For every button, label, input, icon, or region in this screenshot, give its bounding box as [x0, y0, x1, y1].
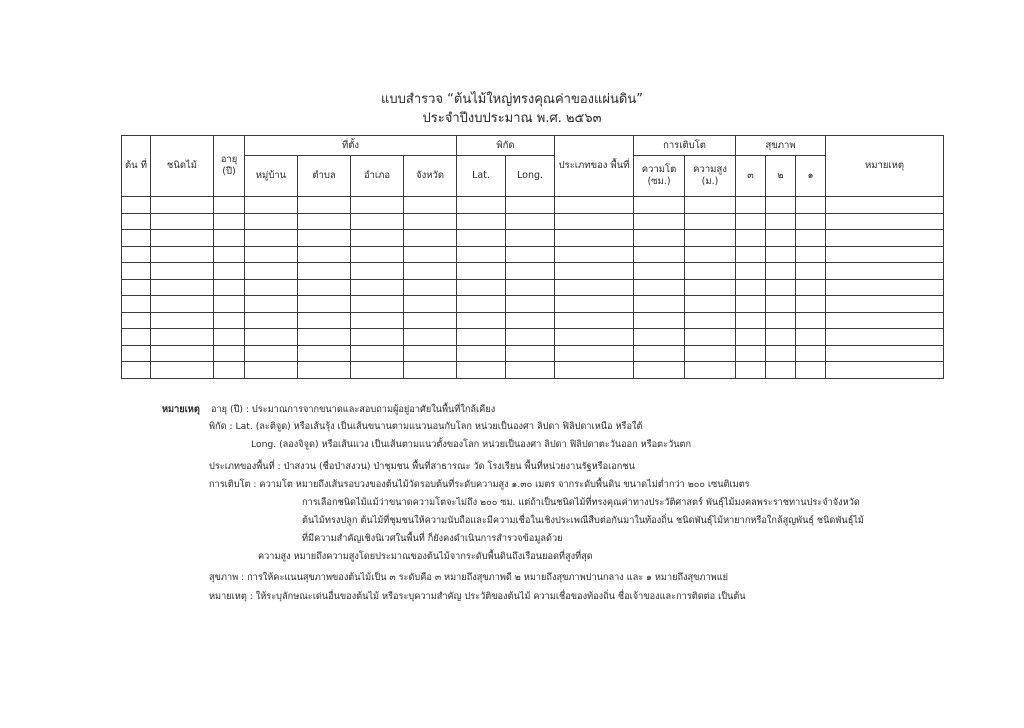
table-cell	[457, 296, 506, 313]
table-cell	[404, 362, 457, 379]
table-cell	[506, 296, 555, 313]
table-cell	[796, 263, 826, 280]
table-cell	[634, 345, 685, 362]
table-cell	[555, 279, 634, 296]
table-row	[122, 312, 944, 329]
table-cell	[766, 329, 796, 346]
table-row	[122, 362, 944, 379]
table-cell	[151, 312, 214, 329]
table-cell	[122, 345, 151, 362]
table-cell	[766, 345, 796, 362]
table-cell	[298, 279, 351, 296]
note-growth-3: ต้นไม้ทรงปลูก ต้นไม้ที่ชุมชนให้ความนับถือและมีความเชื่อในเชิงประเพณีสืบต่อกันมาในท้องถิ่น ชนิดพันธุ์ไม้หายากหรือใกล้สูญพันธุ์ ชนิดพันธุ์ไม้	[302, 515, 864, 526]
table-cell	[457, 345, 506, 362]
table-row	[122, 263, 944, 280]
table-row	[122, 246, 944, 263]
table-cell	[555, 246, 634, 263]
table-cell	[298, 213, 351, 230]
table-cell	[351, 362, 404, 379]
table-cell	[826, 362, 944, 379]
table-cell	[245, 362, 298, 379]
table-cell	[298, 362, 351, 379]
table-cell	[826, 296, 944, 313]
group-coords: พิกัด	[457, 136, 555, 156]
table-cell	[685, 362, 736, 379]
table-cell	[298, 345, 351, 362]
table-row	[122, 296, 944, 313]
table-cell	[555, 312, 634, 329]
table-cell	[351, 345, 404, 362]
table-cell	[122, 263, 151, 280]
col-village: หมู่บ้าน	[245, 156, 298, 197]
table-cell	[151, 296, 214, 313]
table-cell	[685, 263, 736, 280]
table-cell	[826, 345, 944, 362]
col-district: อำเภอ	[351, 156, 404, 197]
table-cell	[151, 362, 214, 379]
table-cell	[634, 213, 685, 230]
table-cell	[351, 279, 404, 296]
table-cell	[404, 279, 457, 296]
table-cell	[736, 279, 766, 296]
table-cell	[796, 279, 826, 296]
table-cell	[122, 197, 151, 214]
table-cell	[245, 213, 298, 230]
table-cell	[214, 197, 245, 214]
table-cell	[736, 197, 766, 214]
table-cell	[151, 329, 214, 346]
table-cell	[245, 197, 298, 214]
table-cell	[736, 362, 766, 379]
table-cell	[634, 312, 685, 329]
table-cell	[214, 230, 245, 247]
table-cell	[796, 312, 826, 329]
col-long: Long.	[506, 156, 555, 197]
table-cell	[351, 312, 404, 329]
table-cell	[404, 263, 457, 280]
table-cell	[214, 279, 245, 296]
table-cell	[796, 246, 826, 263]
table-cell	[151, 213, 214, 230]
table-cell	[736, 312, 766, 329]
form-title-line1: แบบสำรวจ “ต้นไม้ใหญ่ทรงคุณค่าของแผ่นดิน”	[381, 92, 643, 107]
table-cell	[506, 263, 555, 280]
table-cell	[351, 230, 404, 247]
table-cell	[404, 230, 457, 247]
table-cell	[404, 213, 457, 230]
table-cell	[214, 246, 245, 263]
table-row	[122, 213, 944, 230]
table-cell	[796, 197, 826, 214]
table-cell	[685, 246, 736, 263]
table-cell	[457, 197, 506, 214]
table-cell	[351, 296, 404, 313]
table-cell	[151, 246, 214, 263]
col-health-2: ๒	[766, 156, 796, 197]
table-cell	[506, 213, 555, 230]
table-cell	[736, 230, 766, 247]
table-cell	[122, 230, 151, 247]
survey-table	[121, 135, 944, 379]
table-cell	[736, 263, 766, 280]
table-cell	[151, 230, 214, 247]
table-cell	[457, 312, 506, 329]
table-cell	[457, 230, 506, 247]
table-cell	[826, 230, 944, 247]
table-cell	[685, 230, 736, 247]
table-cell	[457, 329, 506, 346]
table-cell	[298, 312, 351, 329]
table-cell	[736, 329, 766, 346]
col-province: จังหวัด	[404, 156, 457, 197]
note-growth-2: การเลือกชนิดไม้แม้ว่าขนาดความโตจะไม่ถึง ๒๐๐ ซม. แต่ถ้าเป็นชนิดไม้ที่ทรงคุณค่าทางประวัติศาสตร์ พันธุ์ไม้มงคลพระราชทานประจำจังหวัด	[302, 497, 860, 508]
table-cell	[506, 279, 555, 296]
table-cell	[555, 296, 634, 313]
table-cell	[404, 329, 457, 346]
table-cell	[796, 362, 826, 379]
table-cell	[634, 362, 685, 379]
table-cell	[404, 345, 457, 362]
table-cell	[685, 329, 736, 346]
table-row	[122, 279, 944, 296]
note-height: ความสูง หมายถึงความสูงโดยประมาณของต้นไม้จากระดับพื้นดินถึงเรือนยอดที่สูงที่สุด	[258, 551, 593, 562]
table-cell	[298, 296, 351, 313]
table-cell	[736, 246, 766, 263]
table-cell	[555, 263, 634, 280]
table-cell	[555, 362, 634, 379]
table-cell	[404, 246, 457, 263]
table-cell	[506, 230, 555, 247]
group-location: ที่ตั้ง	[245, 136, 457, 156]
table-cell	[826, 263, 944, 280]
table-cell	[766, 213, 796, 230]
table-cell	[796, 345, 826, 362]
table-cell	[555, 345, 634, 362]
table-cell	[634, 279, 685, 296]
col-girth: ความโต (ซม.)	[634, 156, 685, 197]
table-cell	[214, 329, 245, 346]
table-cell	[245, 312, 298, 329]
col-remarks: หมายเหตุ	[826, 136, 944, 197]
table-cell	[404, 296, 457, 313]
table-cell	[766, 230, 796, 247]
table-cell	[122, 246, 151, 263]
table-cell	[555, 213, 634, 230]
table-cell	[245, 263, 298, 280]
table-cell	[826, 329, 944, 346]
col-health-3: ๓	[736, 156, 766, 197]
table-cell	[214, 362, 245, 379]
table-cell	[151, 197, 214, 214]
table-cell	[214, 213, 245, 230]
table-cell	[151, 345, 214, 362]
col-species: ชนิดไม้	[151, 136, 214, 197]
table-cell	[736, 296, 766, 313]
table-cell	[214, 263, 245, 280]
note-coords-lat: พิกัด : Lat. (ละติจูด) หรือเส้นรุ้ง เป็นเส้นขนานตามแนวนอนกับโลก หน่วยเป็นองศา ลิปดา ฟิลิปดาเหนือ หรือใต้	[209, 421, 643, 432]
table-cell	[506, 246, 555, 263]
note-health: สุขภาพ : การให้คะแนนสุขภาพของต้นไม้เป็น ๓ ระดับคือ ๓ หมายถึงสุขภาพดี ๒ หมายถึงสุขภาพปานกลาง และ ๑ หมายถึงสุขภาพแย่	[209, 572, 728, 583]
table-cell	[457, 213, 506, 230]
col-tree-no: ต้น ที่	[122, 136, 151, 197]
table-cell	[685, 312, 736, 329]
table-cell	[634, 263, 685, 280]
table-cell	[555, 230, 634, 247]
table-cell	[245, 296, 298, 313]
table-cell	[457, 279, 506, 296]
table-cell	[351, 263, 404, 280]
table-cell	[766, 296, 796, 313]
table-cell	[634, 197, 685, 214]
table-cell	[766, 263, 796, 280]
table-cell	[457, 263, 506, 280]
note-growth-4: ที่มีความสำคัญเชิงนิเวศในพื้นที่ ก็ยังคงดำเนินการสำรวจข้อมูลด้วย	[302, 533, 563, 544]
table-cell	[634, 329, 685, 346]
table-cell	[506, 329, 555, 346]
table-cell	[298, 197, 351, 214]
survey-table-body	[122, 197, 944, 379]
form-title	[0, 90, 1024, 128]
col-health-1: ๑	[796, 156, 826, 197]
table-row	[122, 329, 944, 346]
table-cell	[298, 230, 351, 247]
note-area-type: ประเภทของพื้นที่ : ป่าสงวน (ชื่อป่าสงวน) ป่าชุมชน พื้นที่สาธารณะ วัด โรงเรียน พื้นที่หน่วยงานรัฐหรือเอกชน	[209, 461, 635, 472]
col-area-type: ประเภทของ พื้นที่	[555, 136, 634, 197]
table-cell	[351, 197, 404, 214]
table-cell	[298, 263, 351, 280]
table-cell	[826, 246, 944, 263]
table-cell	[298, 329, 351, 346]
table-cell	[555, 197, 634, 214]
table-cell	[634, 296, 685, 313]
col-subdistrict: ตำบล	[298, 156, 351, 197]
table-cell	[506, 362, 555, 379]
table-cell	[766, 197, 796, 214]
note-coords-long: Long. (ลองจิจูด) หรือเส้นแวง เป็นเส้นตามแนวตั้งของโลก หน่วยเป็นองศา ลิปดา ฟิลิปดาตะวันออก หรือตะวันตก	[251, 439, 692, 450]
note-growth-1: การเติบโต : ความโต หมายถึงเส้นรอบวงของต้นไม้วัดรอบต้นที่ระดับความสูง ๑.๓๐ เมตร จากระดับพื้นดิน ขนาดไม่ต่ำกว่า ๒๐๐ เซนติเมตร	[209, 479, 750, 490]
col-height: ความสูง (ม.)	[685, 156, 736, 197]
table-cell	[457, 362, 506, 379]
table-cell	[245, 279, 298, 296]
table-cell	[122, 296, 151, 313]
table-cell	[404, 312, 457, 329]
table-cell	[214, 312, 245, 329]
table-cell	[214, 296, 245, 313]
table-cell	[122, 312, 151, 329]
table-cell	[796, 230, 826, 247]
table-cell	[122, 213, 151, 230]
table-cell	[351, 329, 404, 346]
table-cell	[826, 279, 944, 296]
table-cell	[555, 329, 634, 346]
table-cell	[766, 312, 796, 329]
table-cell	[826, 312, 944, 329]
table-row	[122, 230, 944, 247]
col-age: อายุ (ปี)	[214, 136, 245, 197]
table-cell	[151, 263, 214, 280]
table-cell	[685, 213, 736, 230]
table-cell	[245, 230, 298, 247]
table-cell	[766, 246, 796, 263]
table-cell	[122, 362, 151, 379]
table-cell	[685, 197, 736, 214]
table-cell	[506, 345, 555, 362]
table-cell	[122, 279, 151, 296]
note-remarks: หมายเหตุ : ให้ระบุลักษณะเด่นอื่นของต้นไม้ หรือระบุความสำคัญ ประวัติของต้นไม้ ความเชื่อของท้องถิ่น ชื่อเจ้าของและการติดต่อ เป็นต้น	[209, 591, 746, 602]
table-cell	[506, 197, 555, 214]
table-cell	[245, 345, 298, 362]
table-cell	[506, 312, 555, 329]
col-lat: Lat.	[457, 156, 506, 197]
table-cell	[214, 345, 245, 362]
table-cell	[685, 345, 736, 362]
table-cell	[298, 246, 351, 263]
table-cell	[245, 329, 298, 346]
table-cell	[685, 279, 736, 296]
table-cell	[151, 279, 214, 296]
table-cell	[634, 230, 685, 247]
table-cell	[796, 213, 826, 230]
table-cell	[736, 345, 766, 362]
table-cell	[826, 197, 944, 214]
table-cell	[122, 329, 151, 346]
note-age: อายุ (ปี) : ประมาณการจากขนาดและสอบถามผู้อยู่อาศัยในพื้นที่ใกล้เคียง	[211, 404, 496, 415]
table-cell	[766, 362, 796, 379]
table-cell	[736, 213, 766, 230]
notes-label: หมายเหตุ	[162, 404, 200, 415]
table-cell	[457, 246, 506, 263]
form-title-line2: ประจำปีงบประมาณ พ.ศ. ๒๕๖๓	[422, 111, 602, 126]
table-cell	[766, 279, 796, 296]
table-row	[122, 345, 944, 362]
table-cell	[404, 197, 457, 214]
table-cell	[796, 296, 826, 313]
table-cell	[826, 213, 944, 230]
table-cell	[351, 213, 404, 230]
table-cell	[351, 246, 404, 263]
group-health: สุขภาพ	[736, 136, 826, 156]
table-cell	[796, 329, 826, 346]
table-cell	[245, 246, 298, 263]
group-growth: การเติบโต	[634, 136, 736, 156]
table-row	[122, 197, 944, 214]
table-cell	[634, 246, 685, 263]
table-cell	[685, 296, 736, 313]
